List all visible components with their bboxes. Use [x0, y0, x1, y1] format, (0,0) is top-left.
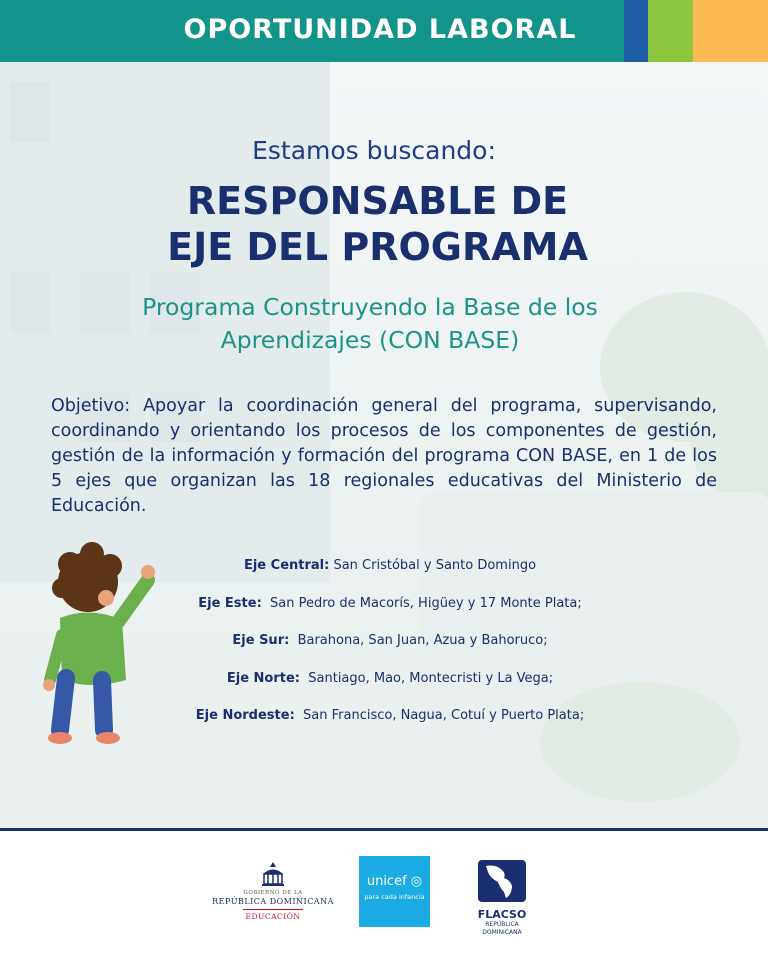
unicef-wordmark: unicef ◎: [366, 874, 423, 889]
program-name-line-1: Programa Construyendo la Base de los: [142, 293, 598, 321]
header-bar: [0, 0, 768, 62]
axis-places: San Pedro de Macorís, Higüey y 17 Monte Plata;: [270, 595, 582, 611]
axis-places: Barahona, San Juan, Azua y Bahoruco;: [297, 633, 548, 648]
axis-places: San Francisco, Nagua, Cotuí y Puerto Plata;: [303, 708, 585, 723]
axis-places: San Cristóbal y Santo Domingo: [333, 558, 537, 573]
flacso-name: FLACSO: [477, 908, 527, 921]
job-title-line-1: RESPONSABLE DE: [186, 179, 569, 223]
axis-places: Santiago, Mao, Montecristi y La Vega;: [308, 670, 554, 686]
objective-paragraph: [51, 394, 717, 519]
axis-este: [130, 596, 650, 634]
job-title-line-2: EJE DEL PROGRAMA: [167, 225, 588, 269]
job-title: [0, 178, 755, 270]
flacso-sub-1: REPÚBLICA: [485, 921, 519, 928]
axis-name: Eje Norte:: [226, 670, 300, 686]
gobierno-line-3: EDUCACIÓN: [245, 912, 301, 921]
flacso-sub-2: DOMINICANA: [482, 929, 522, 936]
axis-name: Eje Este:: [198, 595, 262, 611]
header-title: OPORTUNIDAD LABORAL: [183, 14, 577, 45]
unicef-tagline: para cada infancia: [364, 893, 425, 901]
axis-central: [130, 558, 650, 596]
accent-stripe-orange: [693, 0, 768, 62]
accent-stripe-green: [648, 0, 693, 62]
gobierno-line-1: GOBIERNO DE LA: [243, 890, 303, 896]
government-shield-icon: [258, 860, 288, 888]
axis-name: Eje Central:: [243, 558, 330, 573]
axis-name: Eje Nordeste:: [195, 708, 295, 723]
axes-list: [130, 558, 650, 746]
axis-norte: [130, 671, 650, 709]
axis-sur: [130, 633, 650, 671]
objective-label: Objetivo:: [51, 396, 131, 416]
americas-map-icon: [476, 858, 528, 904]
gobierno-rule: [243, 909, 303, 910]
program-name-line-2: Aprendizajes (CON BASE): [220, 326, 520, 354]
unicef-logo: [359, 856, 430, 927]
gobierno-line-2: REPÚBLICA DOMINICANA: [212, 897, 334, 906]
flacso-logo: [470, 858, 534, 948]
globe-icon: ◎: [410, 874, 423, 889]
kicker-text: Estamos buscando:: [252, 136, 496, 165]
gobierno-logo: [208, 858, 338, 928]
axis-nordeste: [130, 708, 650, 746]
objective-text: Apoyar la coordinación general del programa, supervisando, coordinando y orientando los procesos de los componentes de gestión, gestión de la información y formación del programa CON BASE, en 1 de los 5 ejes que organizan las 18 regionales educativas del Ministerio de Educación.: [51, 396, 717, 516]
axis-name: Eje Sur:: [232, 633, 290, 648]
program-name: [0, 291, 740, 357]
accent-stripe-blue: [624, 0, 648, 62]
